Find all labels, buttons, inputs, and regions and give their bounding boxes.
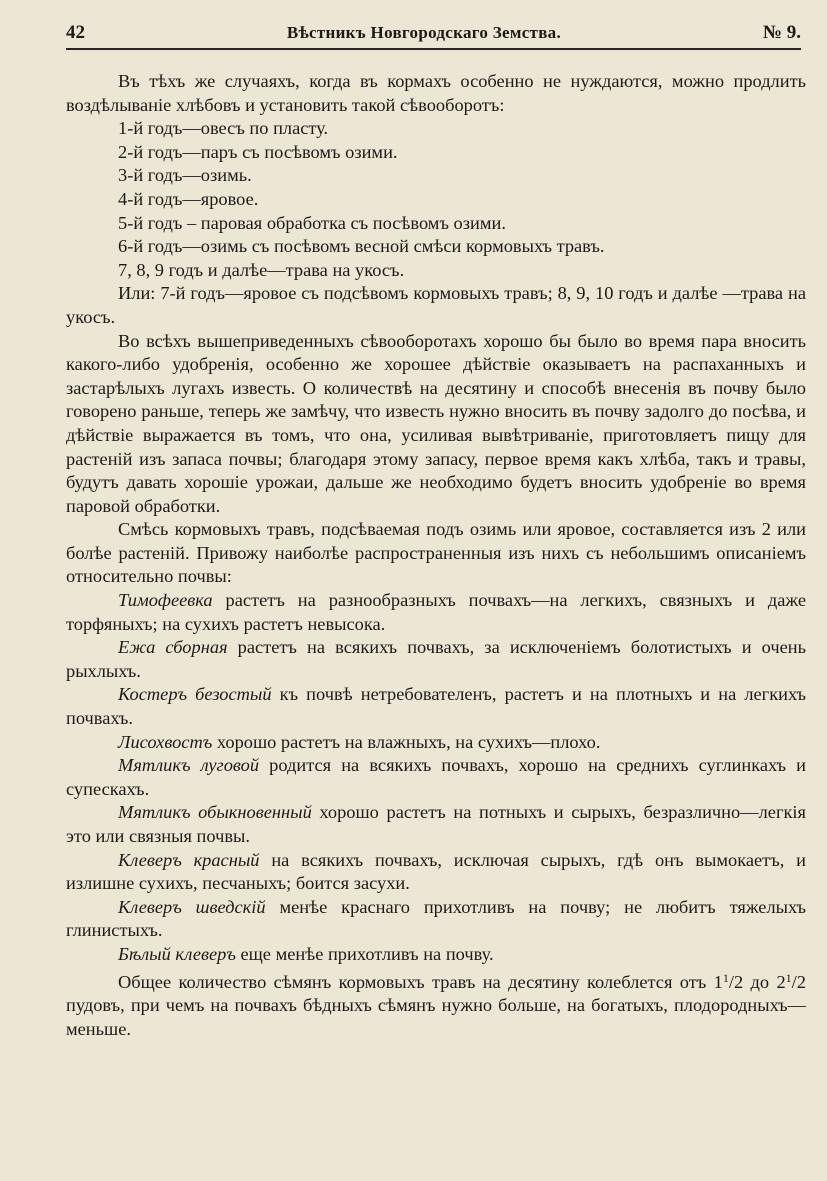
paragraph: Во всѣхъ вышеприведенныхъ сѣвооборотахъ хорошо бы было во время пара вносить какого-либо удобренія, особенно же хорошее дѣйствіе оказываетъ на распаханныхъ и застарѣлыхъ лугахъ известь. О количествѣ на десятину и способѣ внесенія въ почву было говорено раньше, теперь же замѣчу, что известь нужно вносить въ почву задолго до посѣва, и дѣйствіе выражается въ томъ, что она, усиливая вывѣтриваніе, приготовляетъ пищу для растеній изъ запаса почвы; благодаря этому запасу, первое время какъ хлѣба, такъ и травы, будутъ давать хорошіе урожаи, дальше же необходимо будетъ вносить удобреніе во время паровой обработки. — [66, 330, 806, 516]
plant-name: Ежа сборная — [118, 637, 228, 658]
plant-description: на всякихъ почвахъ, исключая сырыхъ, гдѣ онъ вымокаетъ, и излишне сухихъ, песчаныхъ; боится засухи. — [66, 849, 806, 894]
final-text-d: до 2 — [743, 971, 786, 992]
plant-description: менѣе краснаго прихотливъ на почву; не любитъ тяжелыхъ глинистыхъ. — [66, 896, 806, 941]
plant-description: растетъ на всякихъ почвахъ, за исключеніемъ болотистыхъ и очень рыхлыхъ. — [66, 637, 807, 681]
final-paragraph — [66, 967, 806, 1042]
running-header — [66, 18, 801, 50]
plant-description: къ почвѣ нетребователенъ, растетъ и на плотныхъ и на легкихъ почвахъ. — [66, 684, 807, 729]
paragraph: Въ тѣхъ же случаяхъ, когда въ кормахъ особенно не нуждаются, можно продлить воздѣлываніе хлѣбовъ и установить такой сѣвооборотъ: — [66, 71, 806, 115]
plant-name: Клеверъ красный — [118, 849, 260, 870]
rotation-item: 1-й годъ—овесъ по пласту. — [118, 118, 329, 139]
page-number: 42 — [66, 22, 85, 43]
plant-name: Мятликъ обыкновенный — [118, 802, 312, 823]
plant-description: хорошо растетъ на влажныхъ, на сухихъ—плохо. — [212, 731, 601, 752]
plant-entry — [66, 801, 806, 848]
plant-name: Тимофеевка — [118, 590, 213, 611]
plant-entry — [66, 943, 806, 967]
rotation-item: 2-й годъ—паръ съ посѣвомъ озими. — [118, 141, 398, 162]
fraction-denominator: 2 — [733, 971, 744, 992]
plant-name: Костеръ безостый — [118, 684, 272, 705]
rotation-item: 6-й годъ—озимь съ посѣвомъ весной смѣси кормовыхъ травъ. — [118, 236, 605, 257]
fraction-slash: / — [791, 971, 797, 992]
plant-description: родится на всякихъ почвахъ, хорошо на среднихъ суглинкахъ и супескахъ. — [66, 755, 806, 799]
fraction-numerator: 1 — [722, 970, 729, 985]
rotation-item: 3-й годъ—озимь. — [118, 165, 252, 186]
paragraph: Смѣсь кормовыхъ травъ, подсѣваемая подъ озимь или яровое, составляется изъ 2 или болѣе растеній. Привожу наиболѣе распространенныя изъ нихъ съ небольшимъ описаніемъ относительно почвы: — [66, 519, 806, 587]
plant-entry — [66, 636, 806, 683]
plant-entry — [66, 683, 806, 730]
rotation-item: 7, 8, 9 годъ и далѣе—трава на укосъ. — [118, 259, 405, 280]
plant-entry — [66, 731, 806, 755]
rotation-item: 5-й годъ – паровая обработка съ посѣвомъ озими. — [118, 212, 506, 233]
plant-description: хорошо растетъ на потныхъ и сырыхъ, безразлично—легкія это или связныя почвы. — [66, 802, 806, 846]
article-body — [66, 70, 806, 1041]
issue-number: № 9. — [762, 22, 801, 43]
plant-name: Клеверъ шведскій — [118, 896, 266, 917]
final-text-g: пудовъ, при чемъ на почвахъ бѣдныхъ сѣмянъ нужно больше, на богатыхъ, плодородныхъ—меньше. — [66, 995, 806, 1039]
plant-name: Бѣлый клеверъ — [118, 943, 236, 964]
rotation-item: 4-й годъ—яровое. — [118, 188, 259, 209]
plant-name: Лисохвостъ — [118, 731, 213, 752]
plant-entry — [66, 589, 806, 636]
fraction-denominator: 2 — [796, 971, 806, 992]
plant-entry — [66, 849, 806, 896]
plant-description: еще менѣе прихотливъ на почву. — [235, 943, 494, 964]
fraction-numerator: 1 — [785, 970, 792, 985]
fraction-slash: / — [728, 971, 734, 992]
plant-description: растетъ на разнообразныхъ почвахъ—на легкихъ, связныхъ и даже торфяныхъ; на сухихъ растетъ невысока. — [66, 590, 806, 634]
journal-title: Вѣстникъ Новгородскаго Земства. — [286, 23, 562, 42]
plant-name: Мятликъ луговой — [118, 755, 260, 776]
plant-entry — [66, 896, 806, 943]
final-text-a: Общее количество сѣмянъ кормовыхъ травъ на десятину колеблется отъ 1 — [118, 971, 723, 992]
paragraph: Или: 7-й годъ—яровое съ подсѣвомъ кормовыхъ травъ; 8, 9, 10 годъ и далѣе —трава на укосъ. — [66, 283, 806, 327]
plant-entry — [66, 754, 806, 801]
